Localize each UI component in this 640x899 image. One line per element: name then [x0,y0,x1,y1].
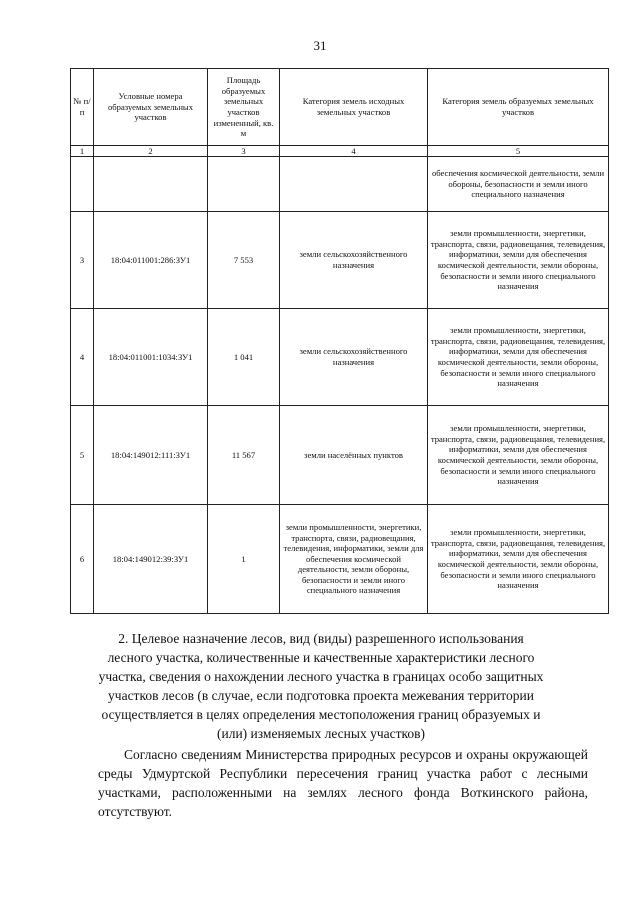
area-cell: 1 041 [208,309,280,406]
column-numbers-row [71,146,609,157]
header-source-category: Категория земель исходных земельных участков [280,69,428,146]
body-paragraph: Согласно сведениям Министерства природных ресурсов и охраны окружающей среды Удмуртской Республики пересечения границ участка работ с лесными участками, расположенными на землях лесного фонда Воткинского района, отсутствуют. [98,747,588,819]
table-cell [94,157,208,212]
area-cell: 7 553 [208,212,280,309]
column-number: 2 [94,146,208,157]
area-cell: 11 567 [208,406,280,505]
target-category-cell: земли промышленности, энергетики, транспорта, связи, радиовещания, телевидения, информатики, земли для обеспечения космической деятельности, земли обороны, безопасности и земли иного специального назначения [428,505,609,614]
column-number: 5 [428,146,609,157]
table-cell [71,157,94,212]
area-cell: 1 [208,505,280,614]
cadastral-number-cell: 18:04:149012:39:ЗУ1 [94,505,208,614]
row-number-cell: 6 [71,505,94,614]
header-target-category: Категория земель образуемых земельных участков [428,69,609,146]
source-category-cell: земли промышленности, энергетики, транспорта, связи, радиовещания, телевидения, информатики, земли для обеспечения космической деятельности, земли обороны, безопасности и земли иного специального назначения [280,505,428,614]
target-category-cell: земли промышленности, энергетики, транспорта, связи, радиовещания, телевидения, информатики, земли для обеспечения космической деятельности, земли обороны, безопасности и земли иного специального назначения [428,309,609,406]
table-cell [280,157,428,212]
table-header-row [71,69,609,146]
cadastral-number-cell: 18:04:011001:286:ЗУ1 [94,212,208,309]
column-number: 4 [280,146,428,157]
column-number: 3 [208,146,280,157]
header-row-number: № п/п [71,69,94,146]
table-row [71,406,609,505]
target-category-cell: обеспечения космической деятельности, земли обороны, безопасности и земли иного специального назначения [428,157,609,212]
row-number-cell: 3 [71,212,94,309]
source-category-cell: земли сельскохозяйственного назначения [280,212,428,309]
row-number-cell: 4 [71,309,94,406]
table-cell [208,157,280,212]
cadastral-number-cell: 18:04:149012:111:ЗУ1 [94,406,208,505]
header-cadastral-number: Условные номера образуемых земельных участков [94,69,208,146]
table-row-continuation [71,157,609,212]
table-row [71,309,609,406]
source-category-cell: земли населённых пунктов [280,406,428,505]
target-category-cell: земли промышленности, энергетики, транспорта, связи, радиовещания, телевидения, информатики, земли для обеспечения космической деятельности, земли обороны, безопасности и земли иного специального назначения [428,212,609,309]
land-plots-table [70,68,609,614]
header-area: Площадь образуемых земельных участков измененный, кв. м [208,69,280,146]
row-number-cell: 5 [71,406,94,505]
cadastral-number-cell: 18:04:011001:1034:ЗУ1 [94,309,208,406]
table-row [71,505,609,614]
source-category-cell: земли сельскохозяйственного назначения [280,309,428,406]
section-heading: 2. Целевое назначение лесов, вид (виды) разрешенного использования лесного участка, количественные и качественные характеристики лесного участка, сведения о нахождении лесного участка в границах особо защитных участков лесов (в случае, если подготовка проекта межевания территории осуществляется в целях определения местоположения границ образуемых и (или) изменяемых лесных участков) [98,631,544,741]
target-category-cell: земли промышленности, энергетики, транспорта, связи, радиовещания, телевидения, информатики, земли для обеспечения космической деятельности, земли обороны, безопасности и земли иного специального назначения [428,406,609,505]
column-number: 1 [71,146,94,157]
page-number: 31 [313,38,327,53]
table-row [71,212,609,309]
